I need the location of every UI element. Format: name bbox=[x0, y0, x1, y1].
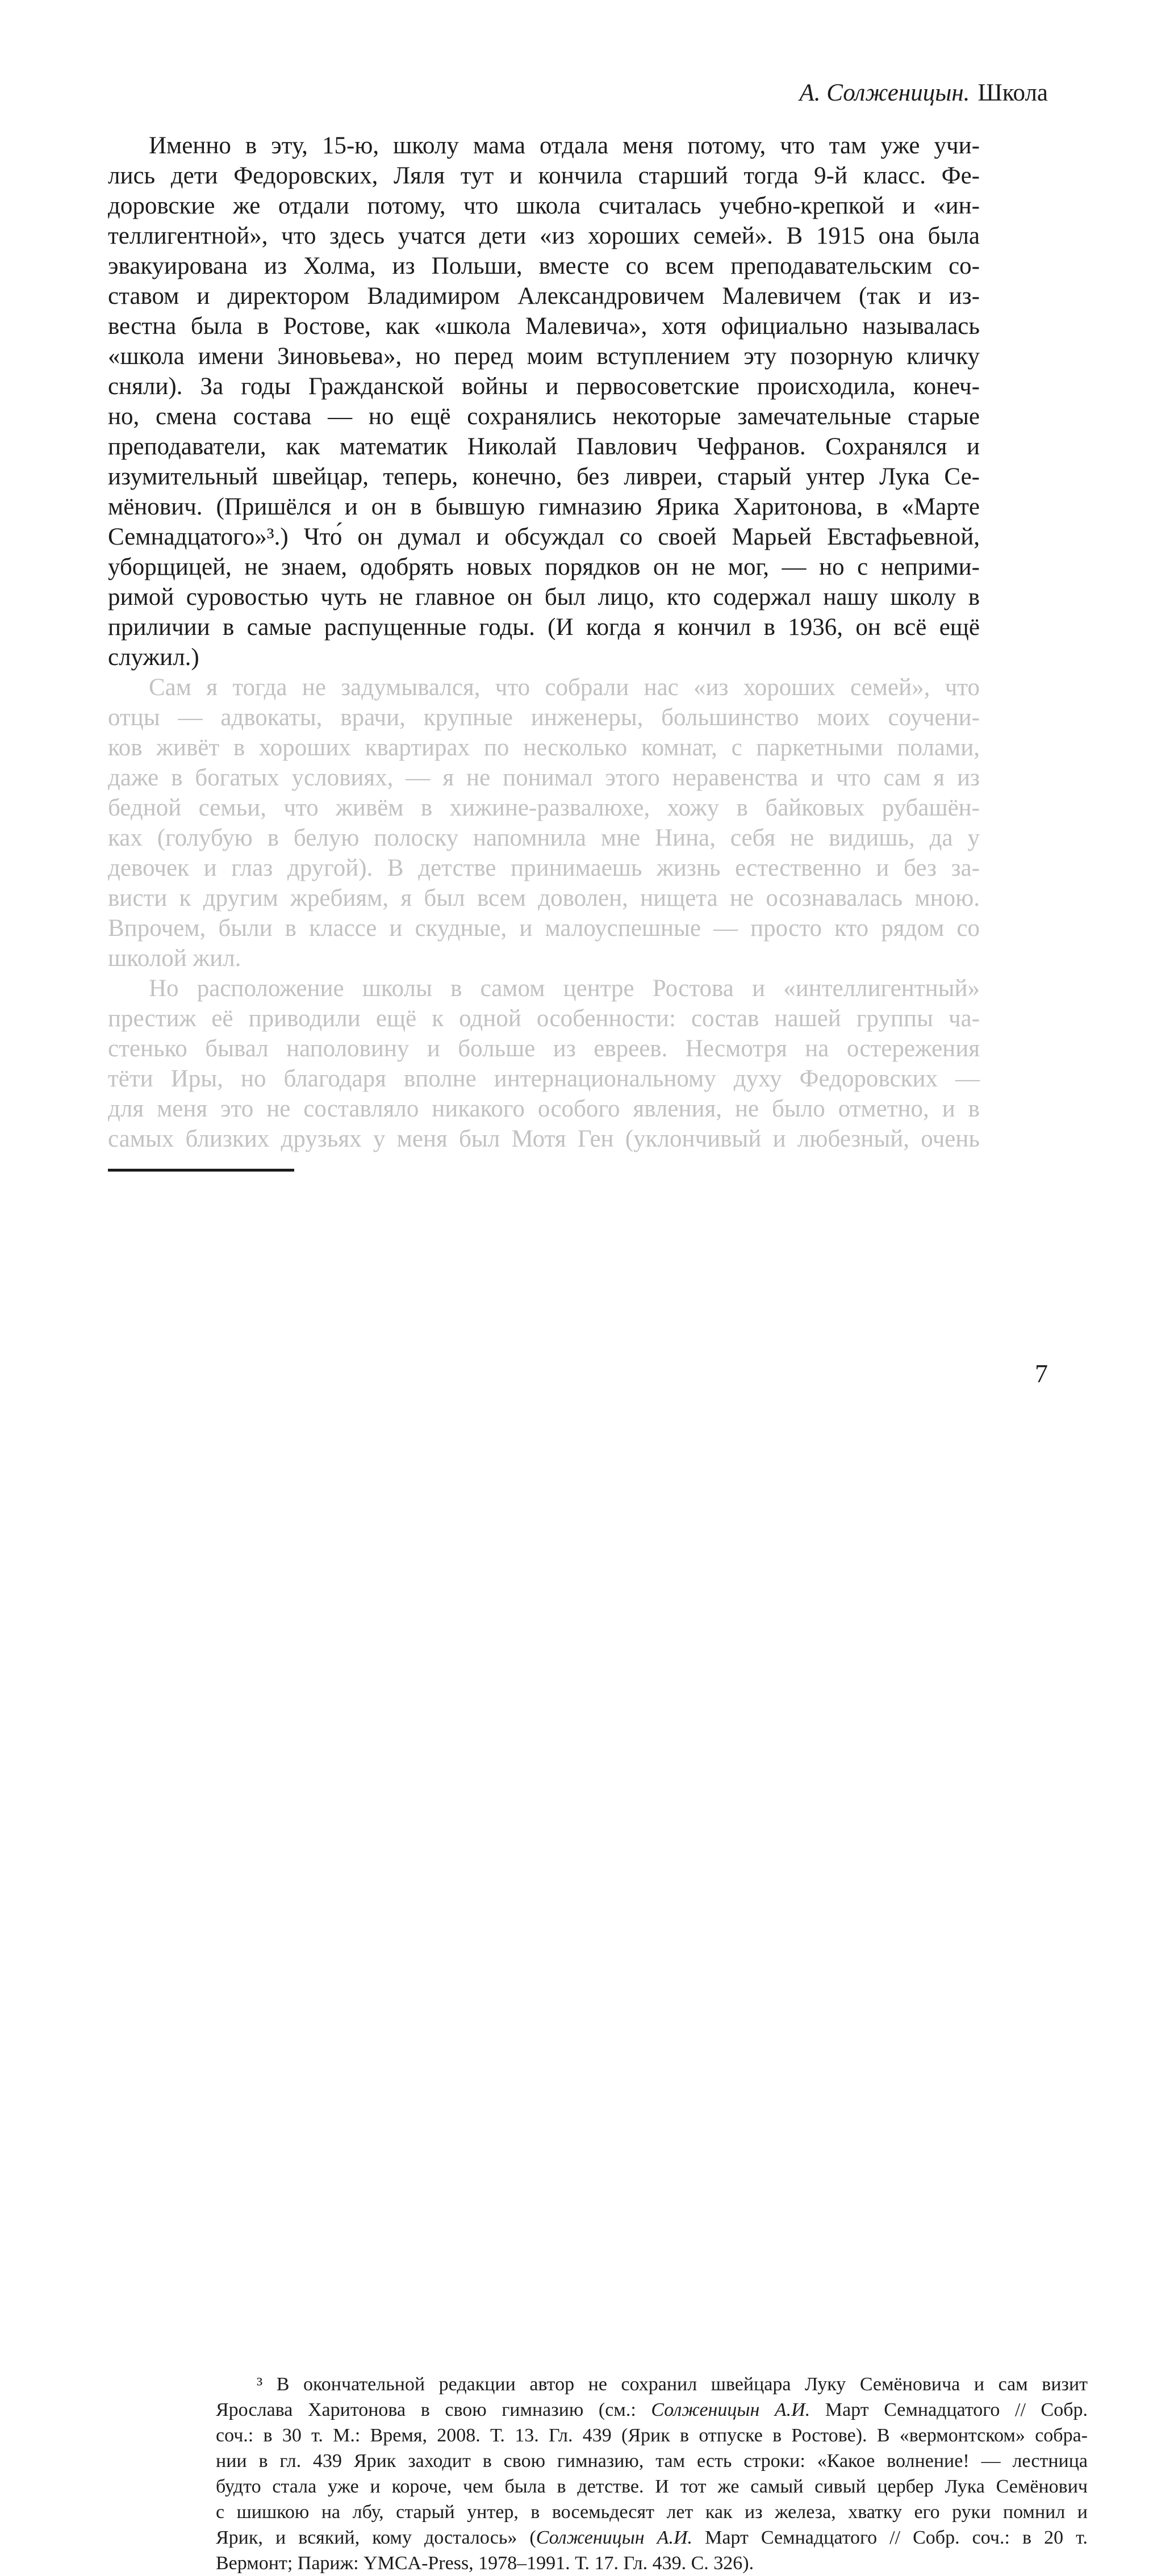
text-line: Вермонт; Париж: YMCA-Press, 1978–1991. Т. 17. Гл. 439. С. 326). bbox=[216, 2553, 754, 2574]
text-line: нии в гл. 439 Ярик заходит в свою гимназию, там есть строки: «Какое волнение! — лестница bbox=[216, 2450, 1088, 2472]
text-line: Сам я тогда не задумывался, что собрали нас «из хороших семей», что bbox=[149, 674, 980, 701]
text-line: даже в богатых условиях, — я не понимал этого неравенства и что сам я из bbox=[108, 764, 980, 791]
text-line: доровские же отдали потому, что школа считалась учебно-крепкой и «ин- bbox=[108, 193, 980, 219]
text-line: служил.) bbox=[108, 644, 199, 671]
text-line: тёти Иры, но благодаря вполне интернациональному духу Федоровских — bbox=[108, 1065, 980, 1092]
paragraph bbox=[216, 2372, 1088, 2576]
text-line: лись дети Федоровских, Ляля тут и кончила старший тогда 9-й класс. Фе- bbox=[108, 162, 980, 189]
text-line: изумительный швейцар, теперь, конечно, без ливреи, старый унтер Лука Се- bbox=[108, 463, 980, 490]
text-line: Ярик, и всякий, кому досталось» (Солженицын А.И. Март Семнадцатого // Собр. соч.: в 20 т. bbox=[216, 2527, 1088, 2548]
text-line: Но расположение школы в самом центре Ростова и «интеллигентный» bbox=[149, 975, 980, 1002]
running-head bbox=[799, 78, 1048, 108]
paragraph bbox=[108, 973, 980, 1154]
running-head-author: А. Солженицын. bbox=[799, 80, 970, 106]
text-line: самых близких друзьях у меня был Мотя Ген (уклончивый и любезный, очень bbox=[108, 1126, 980, 1152]
text-line: для меня это не составляло никакого особого явления, не было отметно, и в bbox=[108, 1095, 980, 1122]
paragraph bbox=[108, 672, 980, 973]
text-line: Именно в эту, 15-ю, школу мама отдала меня потому, что там уже учи- bbox=[149, 132, 980, 159]
text-line: теллигентной», что здесь учатся дети «из хороших семей». В 1915 она была bbox=[108, 223, 980, 249]
text-line: девочек и глаз другой). В детстве принимаешь жизнь естественно и без за- bbox=[108, 855, 980, 881]
text-line: отцы — адвокаты, врачи, крупные инженеры, большинство моих соучени- bbox=[108, 704, 980, 731]
text-line: с шишкою на лбу, старый унтер, в восемьдесят лет как из железа, хватку его руки помнил и bbox=[216, 2502, 1088, 2523]
text-line: эвакуирована из Холма, из Польши, вместе со всем преподавательским со- bbox=[108, 253, 980, 279]
text-line: ³ В окончательной редакции автор не сохранил швейцара Луку Семёновича и сам визит bbox=[257, 2374, 1088, 2395]
text-line: школой жил. bbox=[108, 945, 241, 972]
text-line: бедной семьи, что живём в хижине-развалюхе, хожу в байковых рубашён- bbox=[108, 794, 980, 821]
text-line: но, смена состава — но ещё сохранялись некоторые замечательные старые bbox=[108, 403, 980, 430]
text-line: мёнович. (Пришёлся и он в бывшую гимназию Ярика Харитонова, в «Марте bbox=[108, 494, 980, 520]
text-line: престиж её приводили ещё к одной особенности: состав нашей группы ча- bbox=[108, 1005, 980, 1032]
text-line: висти к другим жребиям, я был всем доволен, нищета не осознавалась мною. bbox=[108, 885, 980, 911]
running-head-title: Школа bbox=[977, 80, 1048, 106]
text-line: преподаватели, как математик Николай Павлович Чефранов. Сохранялся и bbox=[108, 433, 980, 460]
text-line: уборщицей, не знаем, одобрять новых порядков он не мог, — но с неприми- bbox=[108, 554, 980, 580]
text-line: ках (голубую в белую полоску напомнила мне Нина, себя не видишь, да у bbox=[108, 825, 980, 851]
text-line: приличии в самые распущенные годы. (И когда я кончил в 1936, он всё ещё bbox=[108, 614, 980, 641]
text-line: стенько бывал наполовину и больше из евреев. Несмотря на остережения bbox=[108, 1035, 980, 1062]
text-line: римой суровостью чуть не главное он был лицо, кто содержал нашу школу в bbox=[108, 584, 980, 610]
text-line: вестна была в Ростове, как «школа Малевича», хотя официально называлась bbox=[108, 313, 980, 340]
text-line: «школа имени Зиновьева», но перед моим вступлением эту позорную кличку bbox=[108, 343, 980, 370]
text-line: ков живёт в хороших квартирах по несколько комнат, с паркетными полами, bbox=[108, 734, 980, 761]
text-line: ставом и директором Владимиром Александровичем Малевичем (так и из- bbox=[108, 283, 980, 310]
footnote-separator-rule bbox=[108, 1169, 294, 1172]
text-line: сняли). За годы Гражданской войны и первосоветские происходила, конеч- bbox=[108, 373, 980, 400]
text-line: Впрочем, были в классе и скудные, и малоуспешные — просто кто рядом со bbox=[108, 915, 980, 942]
body-text bbox=[108, 131, 980, 1154]
text-line: Ярослава Харитонова в свою гимназию (см.: Солженицын А.И. Март Семнадцатого // Собр. bbox=[216, 2399, 1088, 2420]
text-line: будто стала уже и короче, чем была в детстве. И тот же самый сивый цербер Лука Семёнович bbox=[216, 2476, 1088, 2497]
page-number: 7 bbox=[1035, 1359, 1048, 1388]
paragraph bbox=[108, 131, 980, 672]
text-line: соч.: в 30 т. М.: Время, 2008. Т. 13. Гл. 439 (Ярик в отпуске в Ростове). В «вермонтском» собра- bbox=[216, 2425, 1088, 2446]
text-line: Семнадцатого»³.) Что́ он думал и обсуждал со своей Марьей Евстафьевной, bbox=[108, 524, 980, 550]
